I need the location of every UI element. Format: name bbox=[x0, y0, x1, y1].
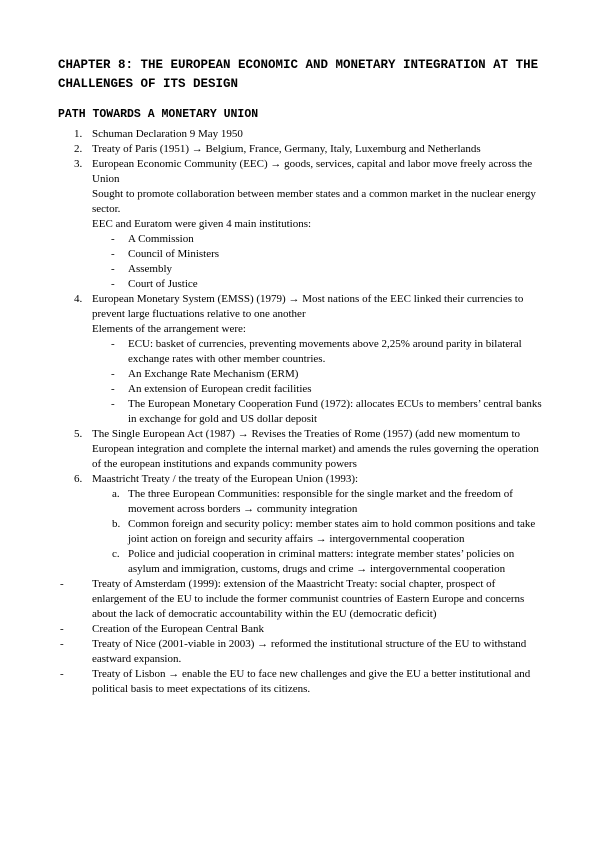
sub-item-text: The three European Communities: responsible for the single market and the freedom of movement across borders → community integration bbox=[128, 488, 513, 515]
sub-item-letter: c. bbox=[112, 548, 120, 560]
item-number: 6. bbox=[74, 473, 83, 485]
item-text: Treaty of Paris (1951) → Belgium, France, Germany, Italy, Luxemburg and Netherlands bbox=[92, 143, 481, 155]
bullet-dash: - bbox=[111, 233, 115, 245]
item-number: 4. bbox=[74, 293, 83, 305]
item-text: European Monetary System (EMSS) (1979) → Most nations of the EEC linked their currencies to prevent large fluctuations relative to one another bbox=[92, 293, 524, 320]
dash-item-text: Treaty of Amsterdam (1999): extension of the Maastricht Treaty: social chapter, prospect of enlargement of the EU to include the former communist countries of Eastern Europe and concerns about the lack of democratic accountability within the EU (democratic deficit) bbox=[92, 578, 525, 620]
list-item bbox=[58, 427, 548, 472]
bullet-dash: - bbox=[111, 338, 115, 350]
dash-item-text: Treaty of Lisbon → enable the EU to face new challenges and give the EU a better institutional and political basis to meet expectations of its citizens. bbox=[92, 668, 531, 695]
list-item bbox=[58, 127, 548, 142]
sub-item-text: Common foreign and security policy: member states aim to hold common positions and take joint action on foreign and security affairs → intergovernmental cooperation bbox=[128, 518, 536, 545]
sub-item-text: Police and judicial cooperation in criminal matters: integrate member states’ policies on asylum and immigration, customs, drugs and crime → intergovernmental cooperation bbox=[128, 548, 515, 575]
sub-list-item bbox=[58, 547, 548, 577]
item-text: Schuman Declaration 9 May 1950 bbox=[92, 128, 243, 140]
sub-item-letter: b. bbox=[112, 518, 121, 530]
bullet-dash: - bbox=[60, 623, 64, 635]
item-text: The Single European Act (1987) → Revises the Treaties of Rome (1957) (add new momentum to European integration and complete the internal market) and amends the rules governing the operation of the european institutions and expands community powers bbox=[92, 428, 539, 470]
document-body bbox=[58, 127, 548, 697]
dash-item bbox=[58, 577, 548, 622]
bullet-dash: - bbox=[111, 248, 115, 260]
bullet-dash: - bbox=[111, 368, 115, 380]
bullet-text: Court of Justice bbox=[128, 278, 198, 290]
list-item bbox=[58, 142, 548, 157]
item-number: 5. bbox=[74, 428, 83, 440]
item-paragraph: Sought to promote collaboration between member states and a common market in the nuclear energy sector. bbox=[92, 188, 536, 215]
bullet-text: Assembly bbox=[128, 263, 172, 275]
bullet-text: An Exchange Rate Mechanism (ERM) bbox=[128, 368, 299, 380]
bullet-item bbox=[58, 247, 548, 262]
item-number: 2. bbox=[74, 143, 83, 155]
bullet-item bbox=[58, 397, 548, 427]
sub-list-item bbox=[58, 517, 548, 547]
bullet-text: The European Monetary Cooperation Fund (1972): allocates ECUs to members’ central banks in exchange for gold and US dollar deposit bbox=[128, 398, 542, 425]
sub-list-item bbox=[58, 487, 548, 517]
list-item bbox=[58, 472, 548, 487]
item-paragraph: EEC and Euratom were given 4 main institutions: bbox=[92, 218, 312, 230]
bullet-item bbox=[58, 262, 548, 277]
bullet-text: ECU: basket of currencies, preventing movements above 2,25% around parity in bilateral exchange rates with other member countries. bbox=[128, 338, 522, 365]
item-text: European Economic Community (EEC) → goods, services, capital and labor move freely across the Union bbox=[92, 158, 533, 185]
bullet-dash: - bbox=[60, 578, 64, 590]
chapter-title: CHAPTER 8: THE EUROPEAN ECONOMIC AND MONETARY INTEGRATION AT THE CHALLENGES OF ITS DESIGN bbox=[58, 58, 539, 91]
dash-item bbox=[58, 637, 548, 667]
bullet-item bbox=[58, 232, 548, 247]
dash-item bbox=[58, 622, 548, 637]
item-paragraph: Elements of the arrangement were: bbox=[92, 323, 246, 335]
bullet-text: Council of Ministers bbox=[128, 248, 220, 260]
bullet-dash: - bbox=[60, 668, 64, 680]
bullet-item bbox=[58, 337, 548, 367]
bullet-dash: - bbox=[111, 278, 115, 290]
item-text: Maastricht Treaty / the treaty of the European Union (1993): bbox=[92, 473, 359, 485]
dash-item bbox=[58, 667, 548, 697]
list-item bbox=[58, 292, 548, 322]
bullet-text: A Commission bbox=[128, 233, 194, 245]
bullet-item bbox=[58, 367, 548, 382]
sub-item-letter: a. bbox=[112, 488, 120, 500]
bullet-text: An extension of European credit facilities bbox=[128, 383, 312, 395]
list-item bbox=[58, 157, 548, 187]
item-number: 3. bbox=[74, 158, 83, 170]
dash-item-text: Treaty of Nice (2001-viable in 2003) → reformed the institutional structure of the EU to withstand eastward expansion. bbox=[92, 638, 527, 665]
bullet-dash: - bbox=[111, 263, 115, 275]
bullet-dash: - bbox=[111, 398, 115, 410]
bullet-item bbox=[58, 382, 548, 397]
bullet-dash: - bbox=[60, 638, 64, 650]
section-title: PATH TOWARDS A MONETARY UNION bbox=[58, 108, 259, 121]
bullet-dash: - bbox=[111, 383, 115, 395]
bullet-item bbox=[58, 277, 548, 292]
item-number: 1. bbox=[74, 128, 83, 140]
dash-item-text: Creation of the European Central Bank bbox=[92, 623, 264, 635]
